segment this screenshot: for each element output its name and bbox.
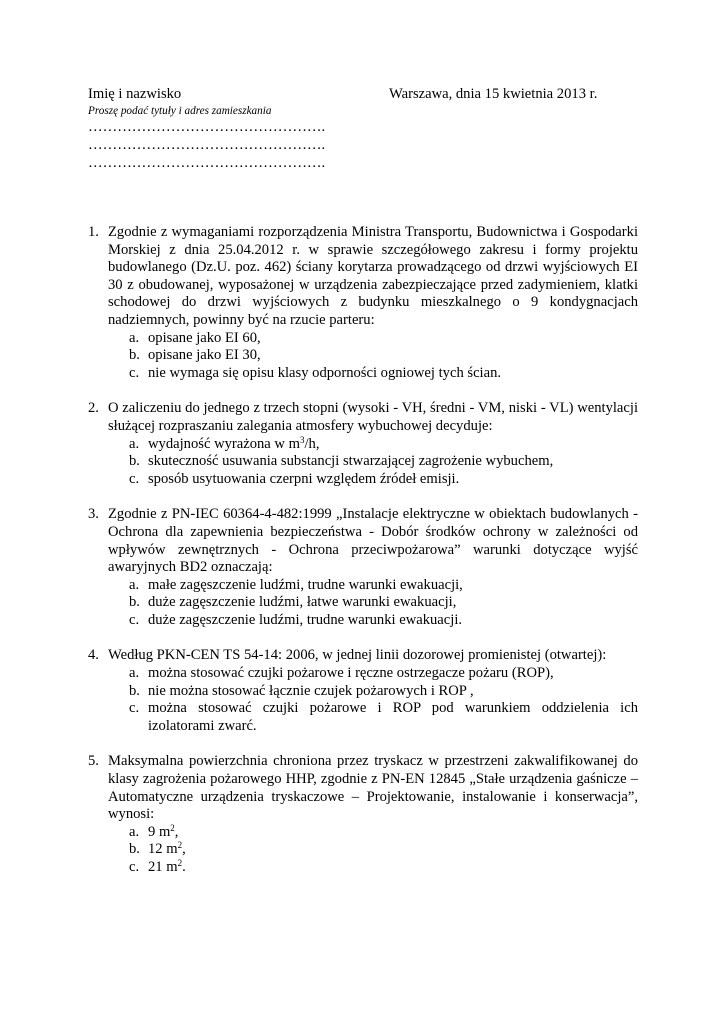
answer-option	[108, 612, 638, 630]
question-4	[88, 647, 638, 735]
question-number: 1.	[88, 224, 99, 240]
question-text: O zaliczeniu do jednego z trzech stopni (wysoki - VH, średni - VM, niski - VL) wentylacji służącej rozpraszaniu zalegania atmosfery wybuchowej decyduje:	[108, 400, 638, 434]
answer-option	[108, 841, 638, 859]
question-2	[88, 400, 638, 488]
answer-text	[148, 594, 638, 612]
answer-text	[148, 347, 638, 365]
answer-text-main: 9 m	[148, 823, 171, 840]
answer-text	[148, 700, 638, 735]
question-3	[88, 506, 638, 629]
answer-letter: b.	[129, 841, 140, 858]
answer-option	[108, 453, 638, 471]
answer-superscript: 3	[299, 434, 305, 445]
answer-text-main: duże zagęszczenie ludźmi, trudne warunki ewakuacji.	[148, 611, 463, 628]
question-number: 5.	[88, 753, 99, 770]
answer-option	[108, 700, 638, 735]
answer-text-main: opisane jako EI 30,	[148, 347, 261, 364]
answer-list	[108, 665, 638, 735]
answer-option	[108, 859, 638, 877]
answer-text	[148, 577, 638, 595]
answer-list	[108, 330, 638, 383]
answer-text	[148, 453, 638, 471]
answer-text-suffix: ,	[174, 823, 179, 840]
answer-text	[148, 471, 638, 489]
answer-text-main: opisane jako EI 60,	[148, 329, 261, 346]
answer-option	[108, 436, 638, 454]
question-5	[88, 753, 638, 876]
answer-text-main: 21 m	[148, 859, 178, 875]
answer-letter: a.	[129, 329, 140, 346]
question-text: Zgodnie z wymaganiami rozporządzenia Ministra Transportu, Budownictwa i Gospodarki Morskiej z dnia 25.04.2012 r. w sprawie szczegółowego zakresu i formy projektu budowlanego (Dz.U. poz. 462) ściany korytarza prowadzącego od drzwi wyjściowych EI 30 z obudowanej, wyposażonej w urządzenia zabezpieczające przed zadymieniem, klatki schodowej do drzwi wyjściowych z budynku mieszkalnego o 9 kondygnacjach nadziemnych, powinny być na rzucie parteru:	[108, 224, 638, 328]
place-date: Warszawa, dnia 15 kwietnia 2013 r.	[389, 86, 598, 102]
answer-superscript: 2	[177, 840, 183, 851]
answer-letter: c.	[129, 611, 140, 628]
answer-letter: a.	[129, 576, 140, 593]
answer-option	[108, 471, 638, 489]
answer-option	[108, 330, 638, 348]
answer-text-main: skuteczność usuwania substancji stwarzającej zagrożenie wybuchem,	[148, 453, 554, 470]
question-body	[108, 506, 638, 629]
answer-text	[148, 824, 638, 842]
question-list	[88, 224, 638, 895]
address-hint: Proszę podać tytuły i adres zamieszkania	[88, 104, 272, 117]
answer-superscript: 2	[170, 822, 175, 833]
answer-superscript: 2	[177, 858, 183, 868]
question-body	[108, 647, 638, 735]
applicant-block	[88, 86, 378, 172]
fill-line-1: ………………………………………….	[88, 118, 326, 135]
answer-option	[108, 365, 638, 383]
question-body	[108, 400, 638, 488]
answer-text	[148, 612, 638, 630]
answer-letter: b.	[129, 453, 140, 470]
question-text: Zgodnie z PN-IEC 60364-4-482:1999 „Instalacje elektryczne w obiektach budowlanych - Ochrona dla zapewnienia bezpieczeństwa - Dobór środków ochrony w zależności od wpływów zewnętrznych - Ochrona przeciwpożarowa” warunki dotyczące wyjść awaryjnych BD2 oznaczają:	[108, 506, 638, 576]
name-label: Imię i nazwisko	[88, 86, 182, 102]
answer-text-main: nie można stosować łącznie czujek pożarowych i ROP ,	[148, 682, 474, 699]
question-1	[88, 224, 638, 382]
question-body	[108, 753, 638, 876]
answer-text-main: małe zagęszczenie ludźmi, trudne warunki ewakuacji,	[148, 576, 463, 593]
answer-text	[148, 436, 638, 454]
question-number: 2.	[88, 400, 99, 417]
answer-letter: a.	[129, 435, 140, 452]
answer-letter: c.	[129, 700, 140, 717]
answer-list	[108, 824, 638, 877]
answer-letter: b.	[129, 594, 140, 611]
fill-line-3: ………………………………………….	[88, 154, 326, 171]
question-text: Maksymalna powierzchnia chroniona przez tryskacz w przestrzeni zakwalifikowanej do klasy zagrożenia pożarowego HHP, zgodnie z PN-EN 12845 „Stałe urządzenia gaśnicze – Automatyczne urządzenia tryskaczowe – Projektowanie, instalowanie i konserwacja”, wynosi:	[108, 753, 638, 823]
question-number: 3.	[88, 506, 99, 523]
question-number: 4.	[88, 647, 99, 664]
answer-option	[108, 665, 638, 683]
answer-option	[108, 594, 638, 612]
question-body	[108, 224, 638, 382]
answer-text-suffix: ,	[182, 841, 186, 858]
answer-text	[148, 365, 638, 383]
answer-option	[108, 824, 638, 842]
answer-letter: b.	[129, 682, 140, 699]
answer-text	[148, 683, 638, 701]
answer-text-main: 12 m	[148, 841, 178, 858]
answer-text	[148, 330, 638, 348]
answer-list	[108, 577, 638, 630]
answer-text-suffix: /h,	[304, 435, 320, 452]
answer-text-main: wydajność wyrażona w m	[148, 435, 300, 452]
answer-list	[108, 436, 638, 489]
answer-letter: c.	[129, 859, 140, 875]
answer-text-suffix: .	[182, 859, 186, 875]
answer-option	[108, 683, 638, 701]
answer-letter: b.	[129, 347, 140, 364]
answer-option	[108, 577, 638, 595]
answer-letter: c.	[129, 470, 140, 487]
answer-letter: c.	[129, 364, 140, 381]
fill-line-2: ………………………………………….	[88, 136, 326, 153]
answer-text-main: można stosować czujki pożarowe i ROP pod warunkiem oddzielenia ich izolatorami zwarć.	[148, 700, 638, 734]
answer-text	[148, 665, 638, 683]
question-text: Według PKN-CEN TS 54-14: 2006, w jednej linii dozorowej promienistej (otwartej):	[108, 647, 607, 664]
answer-text-main: duże zagęszczenie ludźmi, łatwe warunki ewakuacji,	[148, 594, 457, 611]
answer-text-main: można stosować czujki pożarowe i ręczne ostrzegacze pożaru (ROP),	[148, 665, 554, 682]
answer-text	[148, 859, 638, 877]
answer-text	[148, 841, 638, 859]
answer-option	[108, 347, 638, 365]
answer-text-main: sposób usytuowania czerpni względem źródeł emisji.	[148, 470, 460, 487]
answer-text-main: nie wymaga się opisu klasy odporności ogniowej tych ścian.	[148, 364, 502, 381]
answer-letter: a.	[129, 823, 140, 840]
answer-letter: a.	[129, 665, 140, 682]
